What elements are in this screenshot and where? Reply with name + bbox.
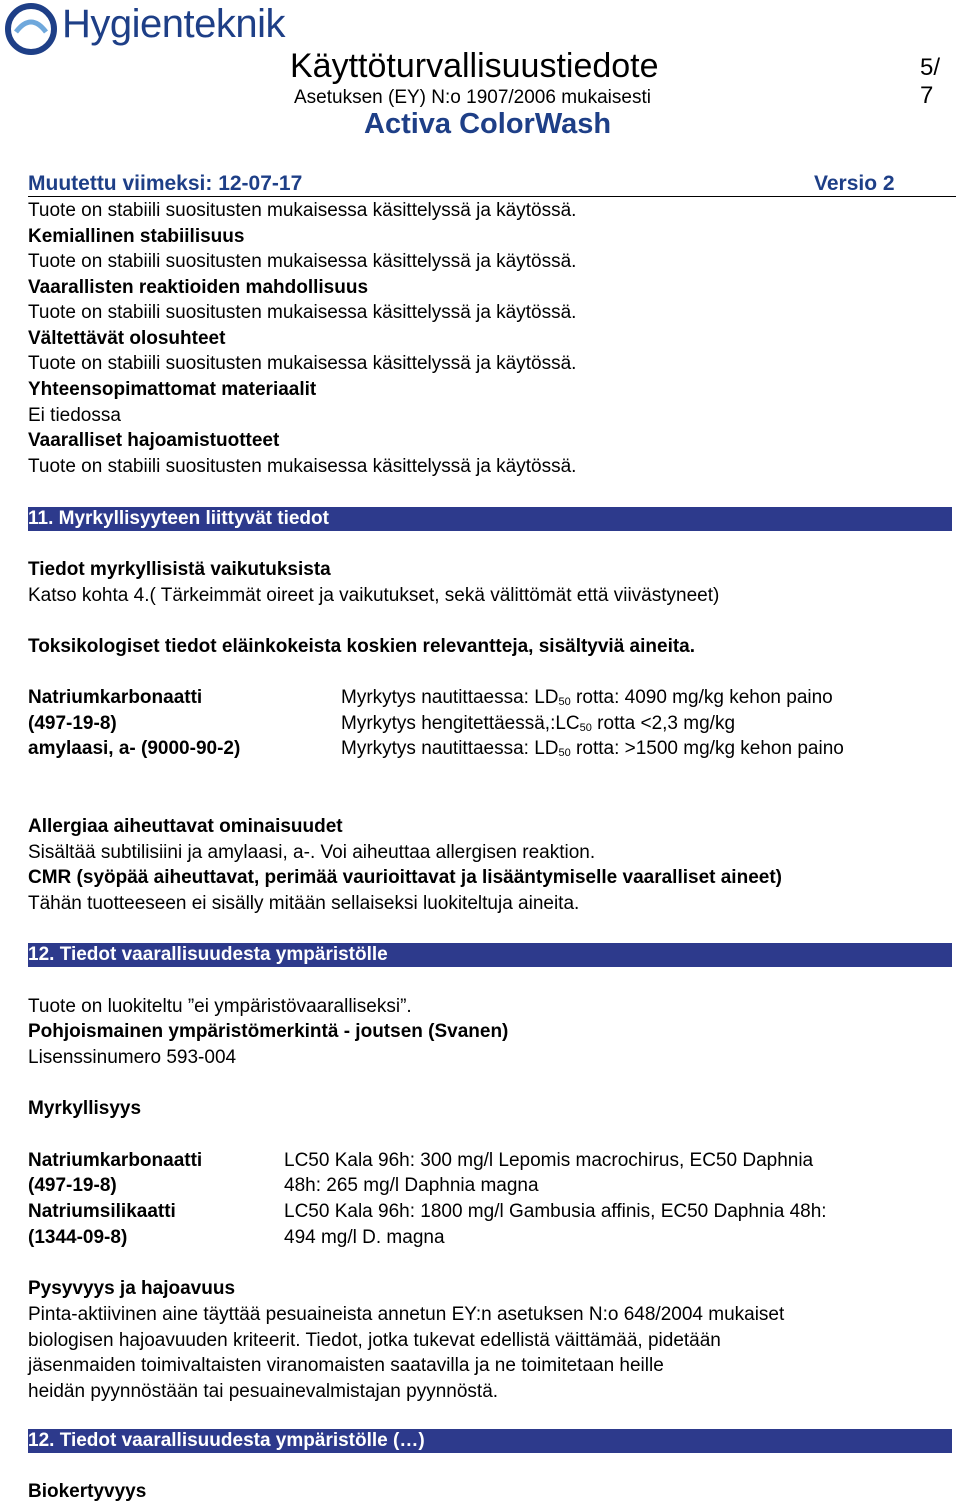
substance-sodium-carbonate: Natriumkarbonaatti	[28, 687, 203, 708]
eco-result-1-line2: 48h: 265 mg/l Daphnia magna	[284, 1175, 539, 1196]
hazardous-reactions-text: Tuote on stabiili suositusten mukaisessa käsittelyssä ja käytössä.	[28, 302, 577, 323]
section-12-bar	[28, 943, 952, 967]
heading-bioaccumulation: Biokertyvyys	[28, 1481, 147, 1502]
heading-allergenic-properties: Allergiaa aiheuttavat ominaisuudet	[28, 816, 343, 837]
logo-text: Hygienteknik	[62, 2, 286, 46]
heading-incompatible-materials: Yhteensopimattomat materiaalit	[28, 379, 317, 400]
environmental-classification: Tuote on luokiteltu ”ei ympäristövaaralliseksi”.	[28, 996, 412, 1017]
tox-result-amylase-oral: Myrkytys nautittaessa: $LD_{50}$ rotta: >1500 mg/kg kehon paino	[341, 738, 844, 759]
version-label: Versio 2	[814, 172, 895, 195]
eco-result-2-line2: 494 mg/l D. magna	[284, 1227, 445, 1248]
heading-persistence: Pysyvyys ja hajoavuus	[28, 1278, 236, 1299]
product-name: Activa ColorWash	[364, 108, 612, 140]
heading-cmr: CMR (syöpää aiheuttavat, perimää vaurioittavat ja lisääntymiselle vaaralliset aineet)	[28, 867, 782, 888]
section-12-continued-title: 12. Tiedot vaarallisuudesta ympäristölle (…)	[28, 1430, 425, 1451]
tox-result-oral-rat: Myrkytys nautittaessa: $LD_{50}$ rotta: 4090 mg/kg kehon paino	[341, 687, 833, 708]
page-number: 5/ 7	[920, 54, 941, 109]
persistence-text-2: biologisen hajoavuuden kriteerit. Tiedot, jotka tukevat edellistä väittämää, pidetään	[28, 1330, 721, 1351]
section-11-bar	[28, 507, 952, 531]
heading-animal-toxicology: Toksikologiset tiedot eläinkokeista koskien relevantteja, sisältyviä aineita.	[28, 636, 696, 657]
eco-result-2-line1: LC50 Kala 96h: 1800 mg/l Gambusia affinis, EC50 Daphnia 48h:	[284, 1201, 827, 1222]
stability-text: Tuote on stabiili suositusten mukaisessa käsittelyssä ja käytössä.	[28, 200, 577, 221]
license-number: Lisenssinumero 593-004	[28, 1047, 237, 1068]
tox-result-inhalation-rat: Myrkytys $hengitettäessä,:LC_{50}$ rotta <2,3 mg/kg	[341, 713, 736, 734]
eco-substance-sodium-silicate: Natriumsilikaatti	[28, 1201, 176, 1222]
heading-hazardous-reactions: Vaarallisten reaktioiden mahdollisuus	[28, 277, 369, 298]
heading-decomposition-products: Vaaralliset hajoamistuotteet	[28, 430, 280, 451]
substance-amylase: amylaasi, a- (9000-90-2)	[28, 738, 241, 759]
eco-substance-sodium-carbonate-cas: (497-19-8)	[28, 1175, 117, 1196]
substance-sodium-carbonate-cas: (497-19-8)	[28, 713, 117, 734]
cmr-text: Tähän tuotteeseen ei sisälly mitään sellaiseksi luokiteltuja aineita.	[28, 893, 580, 914]
section-12-title: 12. Tiedot vaarallisuudesta ympäristölle	[28, 944, 388, 965]
heading-conditions-to-avoid: Vältettävät olosuhteet	[28, 328, 226, 349]
eco-substance-sodium-silicate-cas: (1344-09-8)	[28, 1227, 128, 1248]
modified-date: Muutettu viimeksi: 12-07-17	[28, 172, 303, 195]
persistence-text-4: heidän pyynnöstään tai pesuainevalmistajan pyynnöstä.	[28, 1381, 499, 1402]
heading-chemical-stability: Kemiallinen stabiilisuus	[28, 226, 245, 247]
eco-substance-sodium-carbonate: Natriumkarbonaatti	[28, 1150, 203, 1171]
regulation-reference: Asetuksen (EY) N:o 1907/2006 mukaisesti	[294, 87, 651, 108]
revision-line	[28, 172, 956, 197]
chemical-stability-text: Tuote on stabiili suositusten mukaisessa käsittelyssä ja käytössä.	[28, 251, 577, 272]
decomposition-products-text: Tuote on stabiili suositusten mukaisessa käsittelyssä ja käytössä.	[28, 456, 577, 477]
conditions-to-avoid-text: Tuote on stabiili suositusten mukaisessa käsittelyssä ja käytössä.	[28, 353, 577, 374]
allergenic-properties-text: Sisältää subtilisiini ja amylaasi, a-. Voi aiheuttaa allergisen reaktion.	[28, 842, 596, 863]
persistence-text-1: Pinta-aktiivinen aine täyttää pesuaineista annetun EY:n asetuksen N:o 648/2004 mukaiset	[28, 1304, 785, 1325]
eco-result-1-line1: LC50 Kala 96h: 300 mg/l Lepomis macrochirus, EC50 Daphnia	[284, 1150, 814, 1171]
heading-toxic-effects: Tiedot myrkyllisistä vaikutuksista	[28, 559, 331, 580]
see-section-text: Katso kohta 4.( Tärkeimmät oireet ja vaikutukset, sekä välittömät että viivästyneet)	[28, 585, 720, 606]
incompatible-materials-text: Ei tiedossa	[28, 405, 121, 426]
persistence-text-3: jäsenmaiden toimivaltaisten viranomaisten saatavilla ja ne toimitetaan heille	[28, 1355, 664, 1376]
heading-nordic-swan: Pohjoismainen ympäristömerkintä - joutsen (Svanen)	[28, 1021, 509, 1042]
heading-ecotoxicity: Myrkyllisyys	[28, 1098, 142, 1119]
section-11-title: 11. Myrkyllisyyteen liittyvät tiedot	[28, 508, 329, 529]
section-12-continued-bar	[28, 1429, 952, 1453]
document-title: Käyttöturvallisuustiedote	[290, 47, 659, 85]
